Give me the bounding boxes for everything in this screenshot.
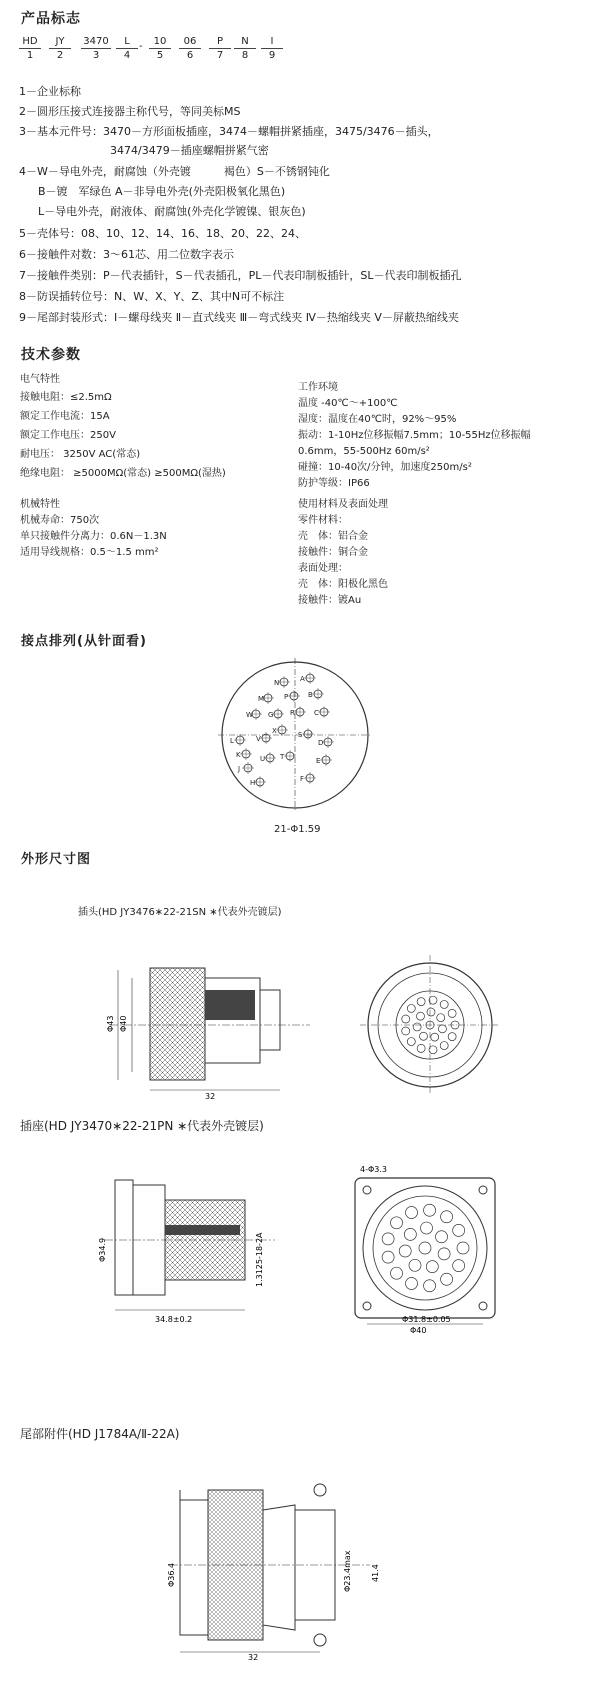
legend-5: 5－壳体号：08、10、12、14、16、18、20、22、24、 xyxy=(19,227,306,240)
plug-dim-d43: Φ43 xyxy=(106,1015,115,1032)
materials-title: 使用材料及表面处理 xyxy=(298,499,388,510)
accessory-dim-d23: Φ23.4max xyxy=(343,1550,352,1592)
contact-pin-J xyxy=(237,762,254,774)
contact-hole xyxy=(402,1015,410,1023)
contact-hole xyxy=(431,1033,439,1041)
contact-hole xyxy=(436,1231,448,1243)
electrical-title: 电气特性 xyxy=(20,374,60,385)
contact-pin-label: X xyxy=(272,727,277,735)
code-part-9: I 9 xyxy=(261,36,283,61)
contact-hole xyxy=(391,1217,403,1229)
legend-7: 7－接触件类别：P－代表插针，S－代表插孔，PL－代表印制板插针，SL－代表印制板插孔 xyxy=(19,269,462,282)
contact-pin-label: V xyxy=(256,735,261,743)
accessory-dim-height: 41.4 xyxy=(371,1564,380,1582)
contact-hole xyxy=(416,1012,424,1020)
materials-line: 壳 体：阳极化黑色 xyxy=(298,579,388,590)
contact-pin-label: C xyxy=(314,709,319,717)
plug-side-view xyxy=(106,950,310,1101)
contact-caption: 21-Φ1.59 xyxy=(274,824,321,835)
product-code-heading: 产品标志 xyxy=(21,11,81,27)
contact-pin-label: B xyxy=(308,691,313,699)
contact-heading: 接点排列(从针面看) xyxy=(21,634,147,649)
contact-pin-label: E xyxy=(316,757,321,765)
contact-hole xyxy=(382,1251,394,1263)
contact-arrangement-diagram xyxy=(210,650,380,820)
electrical-line: 绝缘电阻： ≥5000MΩ(常态) ≥500MΩ(湿热) xyxy=(20,468,226,479)
contact-pin-S xyxy=(298,728,314,740)
contact-pin-label: N xyxy=(274,679,280,687)
contact-pin-U xyxy=(260,752,276,764)
contact-pin-label: T xyxy=(280,753,285,761)
contact-hole xyxy=(419,1242,431,1254)
code-part-7: P 7 xyxy=(209,36,231,61)
mechanical-title: 机械特性 xyxy=(20,499,60,510)
electrical-line: 接触电阻：≤2.5mΩ xyxy=(20,392,112,403)
accessory-caption: 尾部附件(HD J1784A/Ⅱ-22A) xyxy=(20,1427,180,1441)
contact-pin-X xyxy=(272,724,288,736)
contact-pin-B xyxy=(308,688,324,700)
materials-line: 表面处理： xyxy=(298,563,348,574)
electrical-block xyxy=(20,372,226,483)
materials-line: 零件材料： xyxy=(298,515,348,526)
contact-pin-C xyxy=(314,706,330,718)
code-part-3: 3470 3 xyxy=(81,36,111,61)
contact-pin-label: K xyxy=(236,751,241,759)
contact-pin-G xyxy=(268,708,284,720)
mechanical-line: 机械寿命：750次 xyxy=(20,515,100,526)
contact-pin-N xyxy=(274,676,290,688)
receptacle-dim-holes: 4-Φ3.3 xyxy=(360,1165,387,1174)
materials-block xyxy=(298,497,388,609)
contact-pin-label: H xyxy=(250,779,256,787)
plug-dim-length: 32 xyxy=(205,1092,216,1101)
receptacle-caption: 插座(HD JY3470∗22-21PN ∗代表外壳镀层) xyxy=(20,1119,264,1133)
code-part-4: L 4 xyxy=(116,36,138,61)
mechanical-block xyxy=(20,497,167,561)
contact-hole xyxy=(424,1204,436,1216)
contact-hole xyxy=(441,1211,453,1223)
contact-pin-V xyxy=(256,732,272,744)
contact-pin-L xyxy=(230,734,246,746)
plug-caption: 插头(HD JY3476∗22-21SN ∗代表外壳镀层) xyxy=(78,907,282,918)
contact-hole xyxy=(421,1222,433,1234)
legend-2: 2－圆形压接式连接器主称代号，等同美标MS xyxy=(19,105,241,118)
environment-line: 碰撞：10-40次/分钟，加速度250m/s² xyxy=(298,462,472,473)
contact-pin-label: R xyxy=(290,709,295,717)
contact-hole xyxy=(417,998,425,1006)
contact-hole xyxy=(424,1280,436,1292)
environment-line: 湿度：温度在40℃时，92%～95% xyxy=(298,414,457,425)
contact-hole xyxy=(453,1224,465,1236)
code-part-5: 10 5 xyxy=(149,36,171,61)
contact-hole xyxy=(409,1259,421,1271)
legend-8: 8－防误插转位号：N、W、X、Y、Z、其中N可不标注 xyxy=(19,290,285,303)
contact-pin-label: J xyxy=(238,765,241,773)
environment-title: 工作环境 xyxy=(298,382,338,393)
receptacle-side-view xyxy=(95,1170,285,1330)
contact-hole xyxy=(429,1046,437,1054)
contact-hole xyxy=(406,1278,418,1290)
electrical-line: 额定工作电压：250V xyxy=(20,430,116,441)
contact-hole xyxy=(419,1032,427,1040)
contact-hole xyxy=(399,1245,411,1257)
contact-hole xyxy=(407,1038,415,1046)
contact-pin-label: L xyxy=(230,737,234,745)
legend-3b: 3474/3479－插座螺帽拼紧气密 xyxy=(110,144,269,157)
contact-pin-T xyxy=(279,750,296,762)
contact-hole xyxy=(448,1009,456,1017)
contact-pin-label: U xyxy=(260,755,266,763)
receptacle-dim-d34: Φ34.9 xyxy=(98,1237,107,1262)
materials-line: 壳 体：铝合金 xyxy=(298,531,368,542)
plug-front-view xyxy=(360,955,500,1095)
contact-hole xyxy=(391,1267,403,1279)
contact-pin-K xyxy=(236,748,252,760)
contact-pin-P xyxy=(284,690,300,702)
contact-hole xyxy=(457,1242,469,1254)
contact-pin-E xyxy=(316,754,332,766)
contact-pin-H xyxy=(250,776,266,788)
environment-line: 温度 -40℃～+100℃ xyxy=(298,398,398,409)
contact-pin-R xyxy=(290,706,306,718)
contact-pin-M xyxy=(258,692,274,704)
environment-line: 防护等级：IP66 xyxy=(298,478,370,489)
environment-line: 振动：1-10Hz位移振幅7.5mm；10-55Hz位移振幅 xyxy=(298,430,531,441)
contact-hole xyxy=(441,1273,453,1285)
receptacle-dim-length: 34.8±0.2 xyxy=(155,1315,193,1324)
contact-hole xyxy=(438,1248,450,1260)
contact-hole xyxy=(437,1014,445,1022)
contact-pin-label: S xyxy=(298,731,303,739)
contact-hole xyxy=(407,1004,415,1012)
legend-6: 6－接触件对数：3～61芯、用二位数字表示 xyxy=(19,248,234,261)
contact-hole xyxy=(382,1233,394,1245)
mechanical-line: 单只接触件分离力：0.6N－1.3N xyxy=(20,531,167,542)
receptacle-dim-thread: 1.3125-18-2A xyxy=(255,1232,264,1287)
contact-pin-label: D xyxy=(318,739,324,747)
contact-pin-label: W xyxy=(246,711,253,719)
contact-hole xyxy=(402,1027,410,1035)
contact-pin-D xyxy=(318,736,334,748)
legend-4b: B－镀 军绿色 A－非导电外壳(外壳阳极氧化黑色) xyxy=(38,185,286,198)
contact-hole xyxy=(413,1023,421,1031)
accessory-side-view xyxy=(167,1470,420,1662)
electrical-line: 耐电压： 3250V AC(常态) xyxy=(20,449,141,460)
contact-pin-label: A xyxy=(300,675,305,683)
code-part-8: N 8 xyxy=(234,36,256,61)
contact-hole xyxy=(453,1260,465,1272)
contact-pin-A xyxy=(300,672,316,684)
legend-4: 4－W－导电外壳，耐腐蚀（外壳镀 褐色）S－不锈钢钝化 xyxy=(19,165,330,178)
contact-hole xyxy=(417,1044,425,1052)
contact-hole xyxy=(440,1042,448,1050)
contact-hole xyxy=(438,1025,446,1033)
legend-1: 1－企业标称 xyxy=(19,85,81,98)
environment-line: 0.6mm，55-500Hz 60m/s² xyxy=(298,446,430,457)
contact-pin-label: F xyxy=(300,775,305,783)
dimensions-heading: 外形尺寸图 xyxy=(21,852,92,867)
receptacle-front-view xyxy=(340,1160,510,1335)
code-part-6: 06 6 xyxy=(179,36,201,61)
mechanical-line: 适用导线规格：0.5～1.5 mm² xyxy=(20,547,159,558)
tech-heading: 技术参数 xyxy=(21,347,81,363)
materials-line: 接触件：铜合金 xyxy=(298,547,368,558)
code-part-2: JY 2 xyxy=(49,36,71,61)
contact-pin-label: M xyxy=(258,695,265,703)
accessory-dim-length: 32 xyxy=(248,1653,259,1662)
legend-3: 3－基本元件号：3470－方形面板插座，3474－螺帽拼紧插座，3475/3476－插头， xyxy=(19,125,439,138)
contact-hole xyxy=(406,1206,418,1218)
contact-hole xyxy=(426,1261,438,1273)
contact-pin-W xyxy=(246,708,262,720)
code-part-1: HD 1 xyxy=(19,36,41,61)
accessory-dim-d36: Φ36.4 xyxy=(167,1562,176,1587)
contact-hole xyxy=(404,1228,416,1240)
contact-pin-label: G xyxy=(268,711,274,719)
plug-dim-d40: Φ40 xyxy=(119,1015,128,1032)
electrical-line: 额定工作电流：15A xyxy=(20,411,110,422)
contact-hole xyxy=(440,1000,448,1008)
receptacle-dim-pitch: Φ31.8±0.05 xyxy=(402,1315,451,1324)
legend-4c: L－导电外壳，耐液体、耐腐蚀(外壳化学镀镍、银灰色) xyxy=(38,205,306,218)
contact-hole xyxy=(427,1008,435,1016)
contact-pin-F xyxy=(300,772,316,784)
materials-line: 接触件：镀Au xyxy=(298,595,362,606)
contact-hole xyxy=(448,1033,456,1041)
contact-pin-label: P xyxy=(284,693,289,701)
receptacle-dim-flange: Φ40 xyxy=(410,1326,427,1335)
legend-9: 9－尾部封装形式：Ⅰ－螺母线夹 Ⅱ－直式线夹 Ⅲ－弯式线夹 Ⅳ－热缩线夹 Ⅴ－屏蔽热缩线夹 xyxy=(19,311,459,324)
environment-block xyxy=(298,380,531,492)
